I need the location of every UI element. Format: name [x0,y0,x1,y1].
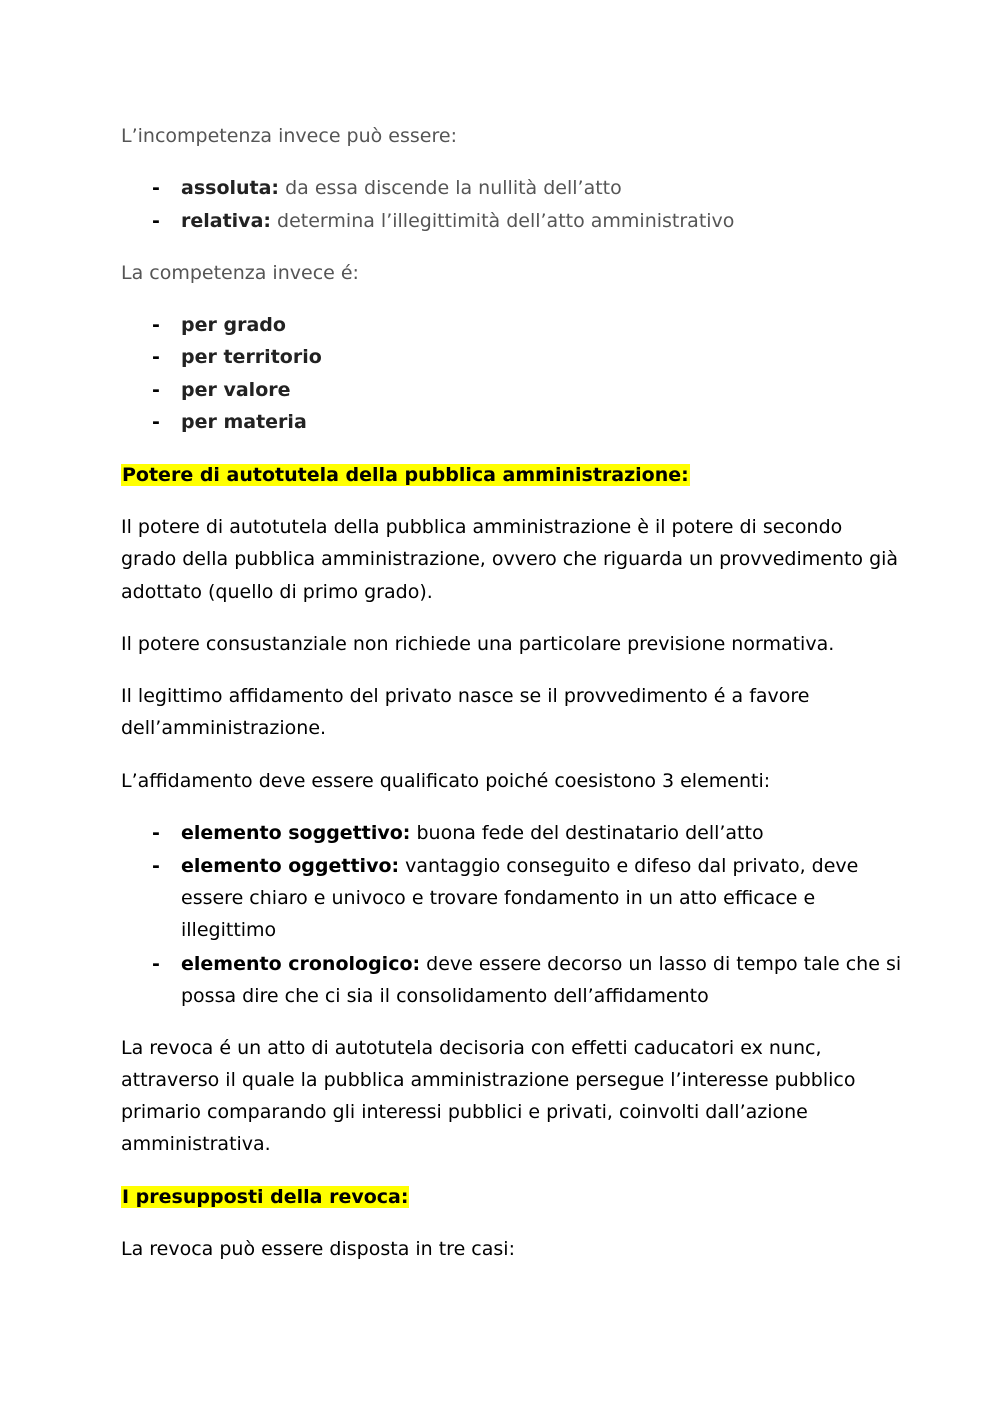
paragraph-line: amministrativa. [121,1133,271,1155]
competenza-item [181,313,941,337]
paragraph-qualificato: L’affidamento deve essere qualificato poiché coesistono 3 elementi: [121,770,771,792]
term-description-continued: illegittimo [181,919,277,941]
term-description: da essa discende la nullità dell’atto [285,177,622,199]
paragraph-line: grado della pubblica amministrazione, ovvero che riguarda un provvedimento già [121,548,899,570]
term-description-continued: possa dire che ci sia il consolidamento dell’affidamento [181,985,709,1007]
competenza-label: per grado [181,314,286,336]
incompetenza-item-relativa [181,209,941,233]
bullet-dash: - [152,210,160,232]
bullet-dash: - [152,953,160,975]
paragraph-line: La revoca é un atto di autotutela decisoria con effetti caducatori ex nunc, [121,1037,822,1059]
term-label: relativa: [181,210,271,232]
paragraph-line: adottato (quello di primo grado). [121,581,433,603]
competenza-label: per territorio [181,346,322,368]
competenza-item [181,410,941,434]
term-label: elemento soggettivo: [181,822,411,844]
term-description-continued: essere chiaro e univoco e trovare fondamento in un atto efficace e [181,887,816,909]
competenza-item [181,378,941,402]
elemento-item-cronologico [181,952,941,976]
bullet-dash: - [152,822,160,844]
paragraph-line: dell’amministrazione. [121,717,327,739]
bullet-dash: - [152,177,160,199]
term-label: elemento oggettivo: [181,855,400,877]
paragraph-casi: La revoca può essere disposta in tre casi: [121,1238,515,1260]
paragraph-consustanziale: Il potere consustanziale non richiede una particolare previsione normativa. [121,633,835,655]
paragraph-line: attraverso il quale la pubblica amministrazione persegue l’interesse pubblico [121,1069,856,1091]
elemento-item-soggettivo [181,821,941,845]
term-label: elemento cronologico: [181,953,421,975]
competenza-item [181,345,941,369]
competenza-intro: La competenza invece é: [121,262,359,284]
competenza-label: per valore [181,379,291,401]
elemento-item-oggettivo [181,854,941,878]
term-description: deve essere decorso un lasso di tempo tale che si [426,953,902,975]
competenza-label: per materia [181,411,307,433]
bullet-dash: - [152,411,160,433]
paragraph-line: Il potere di autotutela della pubblica amministrazione è il potere di secondo [121,516,843,538]
bullet-dash: - [152,314,160,336]
highlighted-heading: Potere di autotutela della pubblica amministrazione: [122,464,689,486]
bullet-dash: - [152,379,160,401]
term-description: buona fede del destinatario dell’atto [416,822,764,844]
incompetenza-item-assoluta [181,176,941,200]
bullet-dash: - [152,346,160,368]
term-label: assoluta: [181,177,280,199]
highlighted-heading: I presupposti della revoca: [122,1186,409,1208]
bullet-dash: - [152,855,160,877]
incompetenza-intro: L’incompetenza invece può essere: [121,125,457,147]
paragraph-line: Il legittimo affidamento del privato nasce se il provvedimento é a favore [121,685,810,707]
term-description: determina l’illegittimità dell’atto amministrativo [277,210,735,232]
term-description: vantaggio conseguito e difeso dal privato, deve [405,855,859,877]
section-heading-autotutela [121,463,881,487]
paragraph-line: primario comparando gli interessi pubblici e privati, coinvolti dall’azione [121,1101,808,1123]
section-heading-presupposti [121,1185,881,1209]
